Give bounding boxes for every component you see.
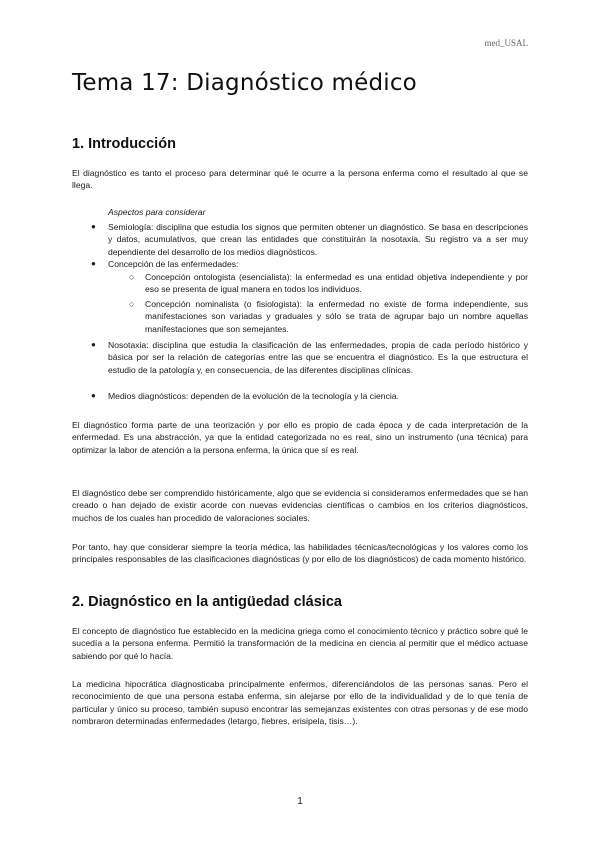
bullet-icon: ●	[91, 222, 96, 231]
bullet-icon: ●	[91, 259, 96, 268]
aspect-item-concepcion: Concepción de las enfermedades:	[108, 259, 239, 269]
paragraph-concepto-diagnostico: El concepto de diagnóstico fue establecido en la medicina griega como el conocimiento técnico y práctico sobre qué le sucedía a la persona enferma. Permitió la transformación de la medicina en ciencia al permitir que el médico actuase sabiendo por qué lo hacía.	[72, 626, 528, 661]
circle-bullet-icon: ○	[129, 299, 135, 309]
paragraph-teorizacion: El diagnóstico forma parte de una teorización y por ello es propio de cada época y de cada interpretación de la enfermedad. Es una abstracción, ya que la entidad categorizada no es real, sino un instrumento (una técnica) para optimizar la labor de atención a la persona enferma, la única que sí es real.	[72, 420, 528, 455]
bullet-icon: ●	[91, 340, 96, 349]
paragraph-medicina-hipocratica: La medicina hipocrática diagnosticaba principalmente enfermos, diferenciándolos de las personas sanas. Pero el reconocimiento de que una persona estaba enferma, sin alejarse por ello de la individualidad y de lo que tenía de particular y único su proceso, también supuso encontrar las semejanzas existentes con otras personas y de ese modo nombraron determinadas enfermedades (letargo, fiebres, erisipela, tisis…).	[72, 679, 528, 726]
page-number: 1	[297, 796, 303, 807]
section-heading-antiguedad: 2. Diagnóstico en la antigüedad clásica	[72, 594, 342, 610]
aspects-subheading: Aspectos para considerar	[108, 207, 206, 217]
page-title: Tema 17: Diagnóstico médico	[72, 70, 417, 96]
paragraph-teoria-medica: Por tanto, hay que considerar siempre la teoría médica, las habilidades técnicas/tecnológicas y los valores como los principales responsables de las clasificaciones diagnósticas (y por ello de los diagnósticos) de cada momento histórico.	[72, 542, 528, 565]
paragraph-historicamente: El diagnóstico debe ser comprendido históricamente, algo que se evidencia si consideramos enfermedades que se han creado o han dejado de existir acorde con nuevas evidencias científicas o cambios en los criterios diagnósticos, muchos de los cuales han procedido de valoraciones sociales.	[72, 488, 528, 523]
circle-bullet-icon: ○	[129, 272, 135, 282]
section-heading-introduccion: 1. Introducción	[72, 136, 176, 152]
conception-item-nominalista: Concepción nominalista (o fisiologista): la enfermedad no existe de forma independiente, sus manifestaciones son variadas y graduales y sólo se trata de agrupar bajo un nombre aquellas manifestaciones que son semejantes.	[145, 299, 528, 334]
intro-paragraph: El diagnóstico es tanto el proceso para determinar qué le ocurre a la persona enferma como el resultado al que se llega.	[72, 168, 528, 191]
aspect-item-semiologia: Semiología: disciplina que estudia los signos que permiten obtener un diagnóstico. Se basa en descripciones y datos, acumulativos, que crean las entidades que constituirán la nosotaxia. Su registro va a ser muy dependiente del desarrollo de los medios diagnósticos.	[108, 222, 528, 257]
conception-item-ontologista: Concepción ontologista (esencialista): la enfermedad es una entidad objetiva independiente y por eso se presenta de igual manera en todos los individuos.	[145, 272, 528, 295]
bullet-icon: ●	[91, 391, 96, 400]
aspect-item-medios: Medios diagnósticos: dependen de la evolución de la tecnología y la ciencia.	[108, 391, 399, 401]
header-tag: med_USAL	[484, 38, 528, 48]
aspect-item-nosotaxia: Nosotaxia: disciplina que estudia la clasificación de las enfermedades, propia de cada período histórico y básica por ser la relación de categorías entre las que se encuentra el diagnóstico. Es la que estructura el estudio de la patología y, en consecuencia, de las diferentes disciplinas clínicas.	[108, 340, 528, 375]
